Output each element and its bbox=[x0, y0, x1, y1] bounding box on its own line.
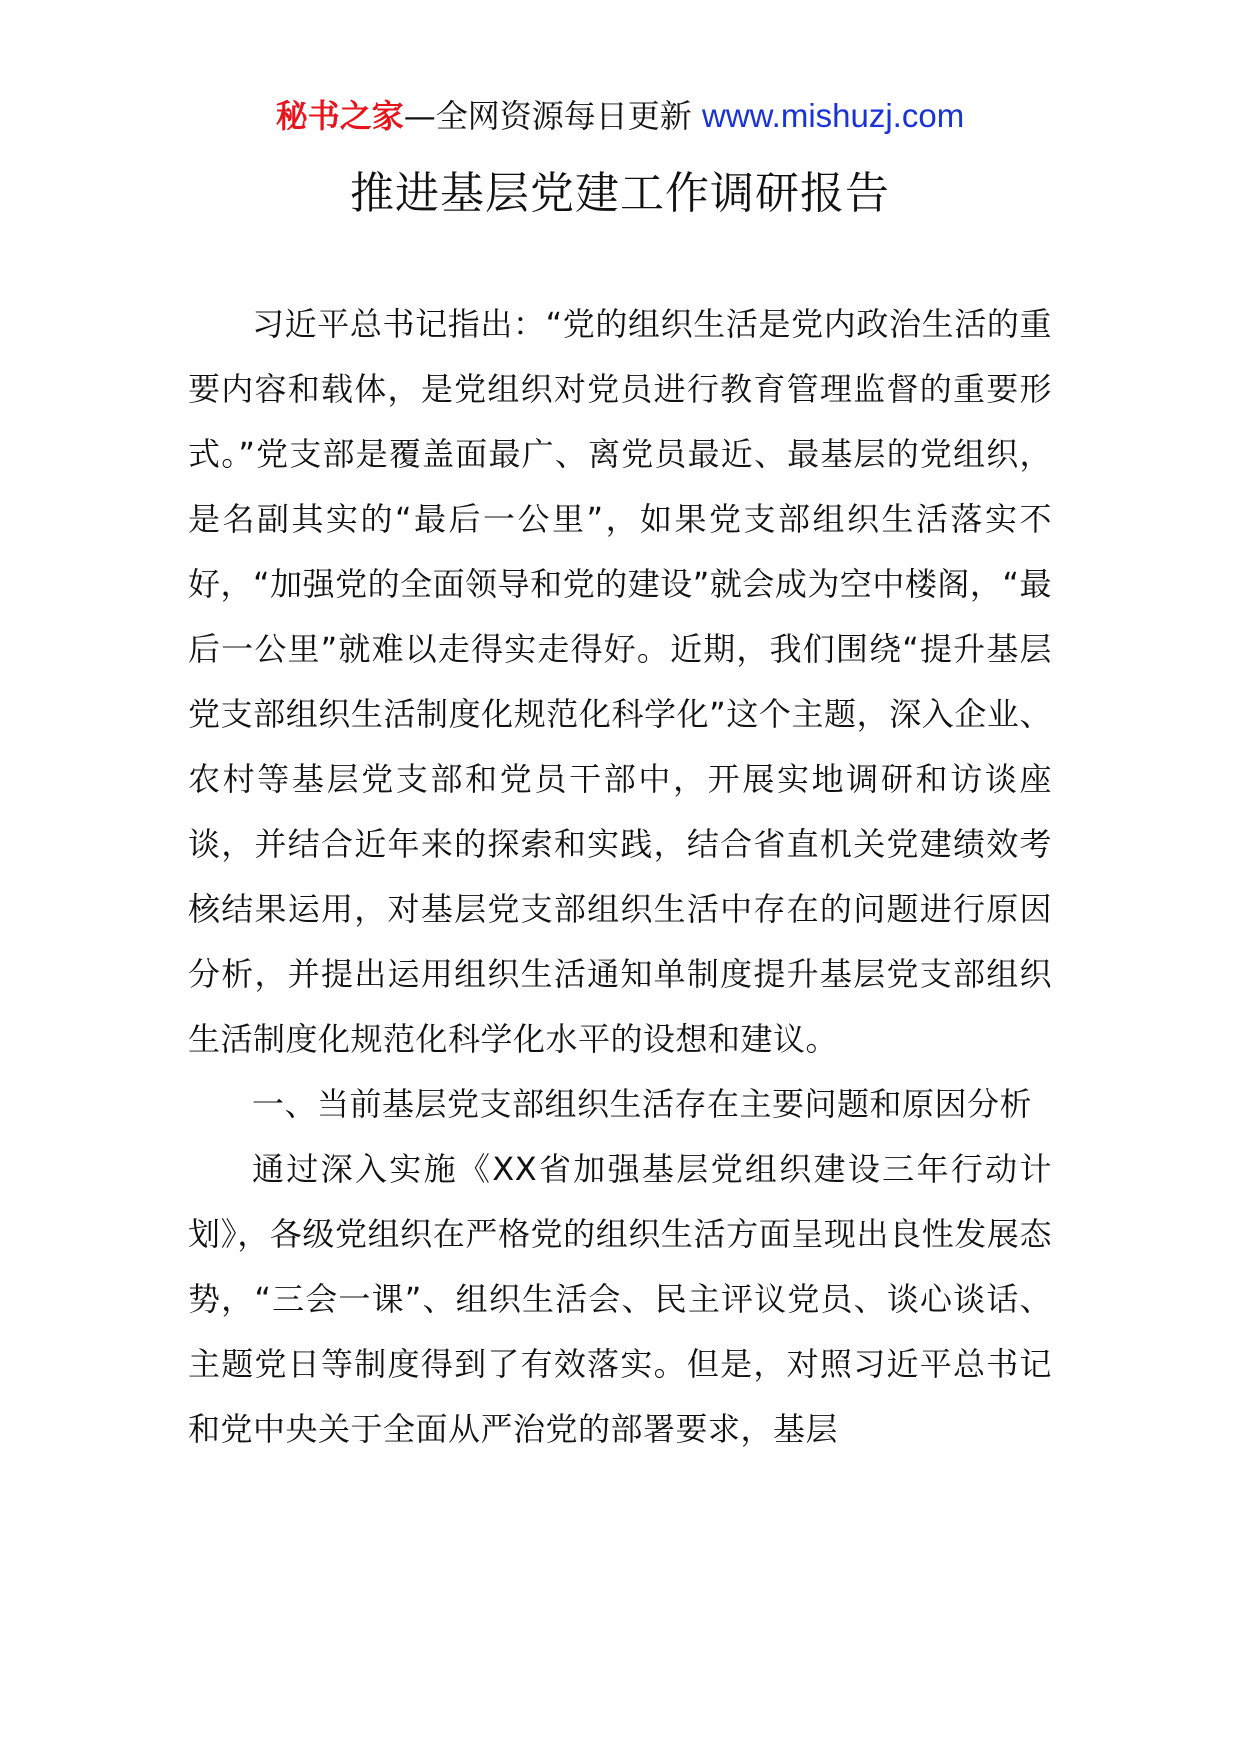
site-header bbox=[0, 96, 1240, 136]
site-name: 秘书之家 bbox=[275, 97, 404, 135]
paragraph-section-1: 通过深入实施《XX省加强基层党组织建设三年行动计划》，各级党组织在严格党的组织生活方面呈现出良性发展态势，“三会一课”、组织生活会、民主评议党员、谈心谈话、主题党日等制度得到了有效落实。但是，对照习近平总书记和党中央关于全面从严治党的部署要求，基层 bbox=[188, 1150, 1052, 1448]
document-body bbox=[188, 292, 1052, 1462]
section-heading-1: 一、当前基层党支部组织生活存在主要问题和原因分析 bbox=[252, 1085, 1033, 1123]
paragraph-intro: 习近平总书记指出：“党的组织生活是党内政治生活的重要内容和载体，是党组织对党员进行教育管理监督的重要形式。”党支部是覆盖面最广、离党员最近、最基层的党组织，是名副其实的“最后一公里”，如果党支部组织生活落实不好，“加强党的全面领导和党的建设”就会成为空中楼阁，“最后一公里”就难以走得实走得好。近期，我们围绕“提升基层党支部组织生活制度化规范化科学化”这个主题，深入企业、农村等基层党支部和党员干部中，开展实地调研和访谈座谈，并结合近年来的探索和实践，结合省直机关党建绩效考核结果运用，对基层党支部组织生活中存在的问题进行原因分析，并提出运用组织生活通知单制度提升基层党支部组织生活制度化规范化科学化水平的设想和建议。 bbox=[188, 305, 1052, 1058]
site-url-link[interactable]: www.mishuzj.com bbox=[701, 97, 965, 134]
document-title: 推进基层党建工作调研报告 bbox=[350, 168, 890, 219]
site-tagline: —全网资源每日更新 bbox=[403, 97, 692, 135]
